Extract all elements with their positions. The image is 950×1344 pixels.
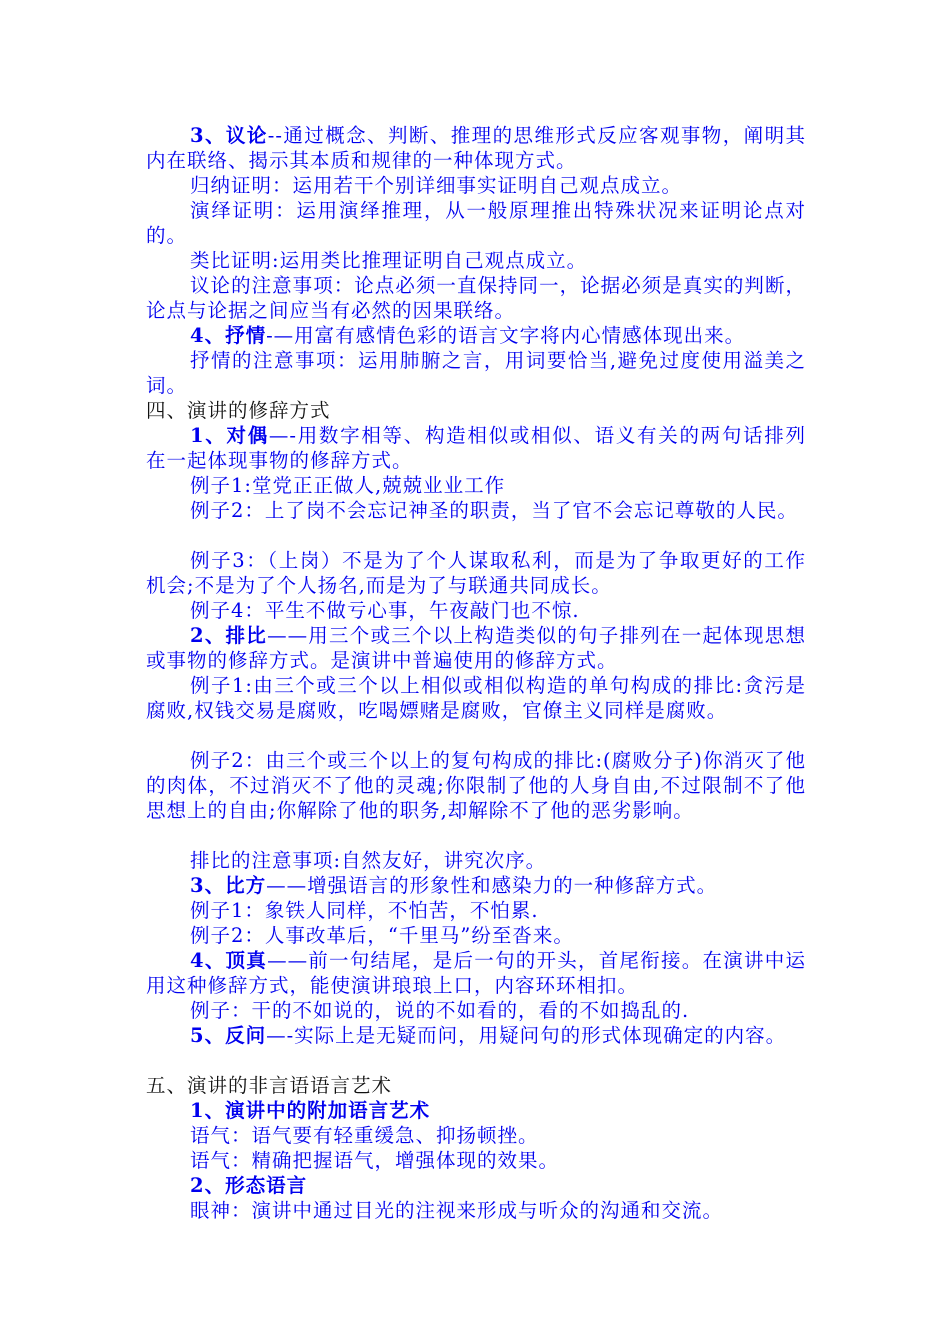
keyword-metaphor: 3、比方 — [190, 874, 267, 897]
example-anadiplosis: 例子：干的不如说的，说的不如看的，看的不如捣乱的. — [190, 999, 690, 1022]
paragraph-text: —-实际上是无疑而问，用疑问句的形式体现确定的内容。 — [266, 1024, 787, 1047]
example-metaphor-1: 例子1：象铁人同样，不怕苦，不怕累. — [190, 899, 539, 922]
paragraph-lyric — [146, 323, 806, 348]
section-heading-nonverbal: 五、演讲的非言语语言艺术 — [146, 1074, 393, 1097]
paragraph-antithesis — [146, 423, 806, 473]
keyword-anadiplosis: 4、顶真 — [190, 949, 268, 972]
example-antithesis-2: 例子2：上了岗不会忘记神圣的职责，当了官不会忘记尊敬的人民。 — [190, 499, 798, 522]
subheading-paralanguage: 1、演讲中的附加语言艺术 — [190, 1099, 431, 1122]
example-antithesis-4: 例子4：平生不做亏心事，午夜敲门也不惊. — [190, 599, 580, 622]
paragraph-parallelism — [146, 623, 806, 673]
paragraph-lyric-notes: 抒情的注意事项：运用肺腑之言，用词要恰当,避免过度使用溢美之词。 — [146, 349, 806, 397]
paragraph-metaphor — [146, 873, 806, 898]
keyword-argument: 3、议论 — [190, 124, 268, 147]
paragraph-text: —-用数字相等、构造相似或相似、语义有关的两句话排列在一起体现事物的修辞方式。 — [146, 424, 806, 472]
paragraph-tone-1: 语气：语气要有轻重缓急、抑扬顿挫。 — [190, 1124, 539, 1147]
paragraph-text: --通过概念、判断、推理的思维形式反应客观事物，阐明其内在联络、揭示其本质和规律的一种体现方式。 — [146, 124, 806, 172]
paragraph-argument-notes: 议论的注意事项：论点必须一直保持同一，论据必须是真实的判断，论点与论据之间应当有必然的因果联络。 — [146, 274, 806, 322]
paragraph-induction: 归纳证明：运用若干个别详细事实证明自己观点成立。 — [190, 174, 683, 197]
paragraph-analogy: 类比证明:运用类比推理证明自己观点成立。 — [190, 249, 588, 272]
paragraph-rhetorical-question — [146, 1023, 806, 1048]
paragraph-text: -—用富有感情色彩的语言文字将内心情感体现出来。 — [266, 324, 746, 347]
example-metaphor-2: 例子2：人事改革后，“千里马”纷至沓来。 — [190, 924, 574, 947]
example-parallelism-1: 例子1:由三个或三个以上相似或相似构造的单句构成的排比:贪污是腐败,权钱交易是腐败，吃喝嫖赌是腐败，官僚主义同样是腐败。 — [146, 674, 806, 722]
paragraph-parallelism-notes: 排比的注意事项:自然友好，讲究次序。 — [190, 849, 547, 872]
paragraph-text: ——增强语言的形象性和感染力的一种修辞方式。 — [266, 874, 718, 897]
keyword-lyric: 4、抒情 — [190, 324, 267, 347]
keyword-rhetorical-question: 5、反问 — [190, 1024, 267, 1047]
paragraph-anadiplosis — [146, 948, 806, 998]
paragraph-text: ——前一句结尾，是后一句的开头，首尾衔接。在演讲中运用这种修辞方式，能使演讲琅琅上口，内容环环相扣。 — [146, 949, 806, 997]
paragraph-argument — [146, 123, 806, 173]
keyword-parallelism: 2、排比 — [190, 624, 268, 647]
example-parallelism-2: 例子2：由三个或三个以上的复句构成的排比:(腐败分子)你消灭了他的肉体，不过消灭不了他的灵魂;你限制了他的人身自由,不过限制不了他思想上的自由;你解除了他的职务,却解除不了他的恶劣影响。 — [146, 749, 806, 822]
keyword-antithesis: 1、对偶 — [190, 424, 269, 447]
paragraph-eye-contact: 眼神：演讲中通过目光的注视来形成与听众的沟通和交流。 — [190, 1199, 724, 1222]
example-antithesis-1: 例子1:堂党正正做人,兢兢业业工作 — [190, 474, 506, 497]
section-heading-rhetoric: 四、演讲的修辞方式 — [146, 399, 331, 422]
paragraph-deduction: 演绎证明：运用演绎推理，从一般原理推出特殊状况来证明论点对的。 — [146, 199, 806, 247]
example-antithesis-3: 例子3：（上岗）不是为了个人谋取私利，而是为了争取更好的工作机会;不是为了个人扬名,而是为了与联通共同成长。 — [146, 549, 806, 597]
paragraph-text: ——用三个或三个以上构造类似的句子排列在一起体现思想或事物的修辞方式。是演讲中普遍使用的修辞方式。 — [146, 624, 806, 672]
paragraph-tone-2: 语气：精确把握语气，增强体现的效果。 — [190, 1149, 560, 1172]
subheading-body-language: 2、形态语言 — [190, 1174, 308, 1197]
